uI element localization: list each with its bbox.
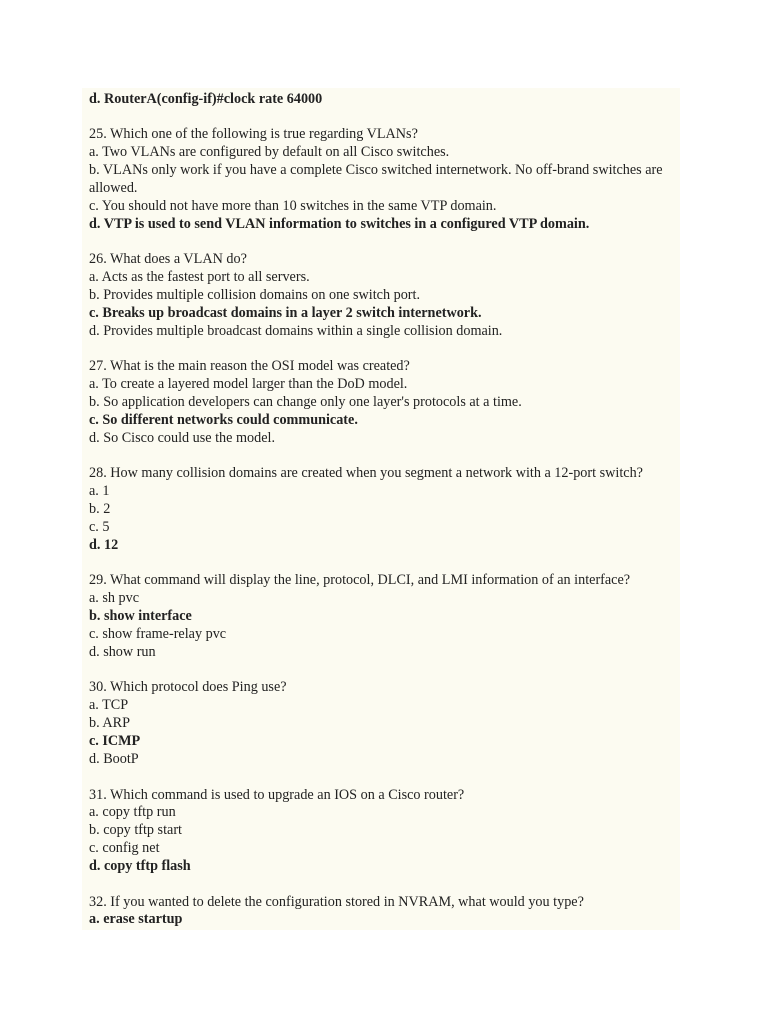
question-block [89, 465, 679, 555]
spacer [89, 555, 679, 573]
option-b: b. copy tftp start [89, 822, 182, 839]
option-d: d. So Cisco could use the model. [89, 430, 275, 446]
question-text: 32. If you wanted to delete the configuration stored in NVRAM, what would you type? [89, 893, 584, 910]
option-d-correct: d. VTP is used to send VLAN information to switches in a configured VTP domain. [89, 215, 590, 232]
question-block [89, 358, 679, 448]
question-text: 31. Which command is used to upgrade an IOS on a Cisco router? [89, 786, 465, 803]
option-d-correct: d. 12 [89, 537, 119, 554]
option-c-correct: c. Breaks up broadcast domains in a layer 2 switch internetwork. [89, 305, 482, 322]
option-a: a. Acts as the fastest port to all servers. [89, 269, 310, 286]
option-d: d. BootP [89, 751, 139, 768]
option-c: c. config net [89, 840, 160, 857]
option-d: d. show run [89, 644, 156, 661]
option-c: c. You should not have more than 10 switches in the same VTP domain. [89, 198, 497, 215]
question-text: 29. What command will display the line, protocol, DLCI, and LMI information of an interface? [89, 572, 631, 589]
question-block [89, 894, 679, 930]
question-block [89, 126, 679, 233]
spacer [89, 341, 679, 359]
option-d-correct: d. copy tftp flash [89, 858, 191, 875]
option-b: b. 2 [89, 501, 111, 518]
question-text: 26. What does a VLAN do? [89, 251, 247, 268]
option-c-correct: c. So different networks could communicate. [89, 412, 358, 429]
question-block [89, 787, 679, 877]
question-text: 30. Which protocol does Ping use? [89, 679, 287, 696]
document-content [89, 91, 679, 929]
option-d: d. Provides multiple broadcast domains within a single collision domain. [89, 322, 503, 339]
option-a-correct: a. erase startup [89, 911, 183, 928]
question-block [89, 679, 679, 769]
spacer [89, 448, 679, 466]
option-b: b. VLANs only work if you have a complete Cisco switched internetwork. No off-brand switches are allowed. [89, 162, 663, 197]
option-b: b. So application developers can change only one layer's protocols at a time. [89, 394, 522, 411]
spacer [89, 109, 679, 127]
option-b: b. ARP [89, 715, 131, 732]
option-b: b. Provides multiple collision domains on one switch port. [89, 287, 421, 304]
option-a: a. sh pvc [89, 590, 140, 607]
question-text: 25. Which one of the following is true regarding VLANs? [89, 126, 418, 143]
previous-answer-line: d. RouterA(config-if)#clock rate 64000 [89, 91, 323, 107]
option-b-correct: b. show interface [89, 608, 192, 625]
option-a: a. To create a layered model larger than the DoD model. [89, 376, 408, 393]
spacer [89, 769, 679, 787]
option-a: a. 1 [89, 483, 110, 500]
option-a: a. copy tftp run [89, 804, 176, 821]
question-text: 27. What is the main reason the OSI model was created? [89, 358, 410, 375]
option-c: c. 5 [89, 519, 110, 536]
spacer [89, 234, 679, 252]
spacer [89, 662, 679, 680]
option-a: a. Two VLANs are configured by default on all Cisco switches. [89, 144, 450, 161]
question-block [89, 251, 679, 341]
spacer [89, 876, 679, 894]
option-c: c. show frame-relay pvc [89, 626, 227, 643]
option-a: a. TCP [89, 697, 129, 714]
question-text: 28. How many collision domains are created when you segment a network with a 12-port switch? [89, 465, 643, 482]
option-c-correct: c. ICMP [89, 733, 141, 750]
question-block [89, 572, 679, 662]
